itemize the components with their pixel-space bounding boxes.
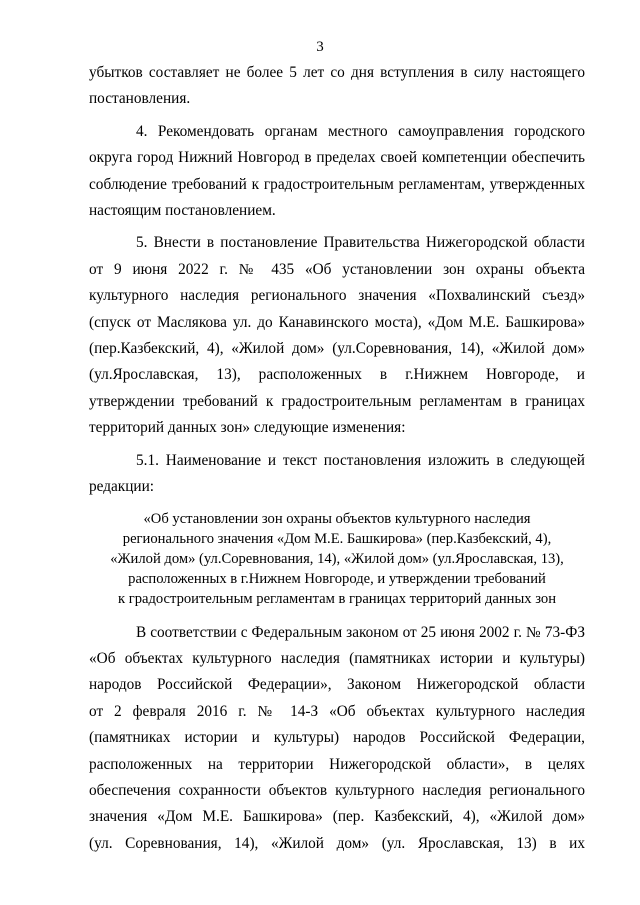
text-line: настоящим постановлением. (89, 202, 276, 220)
text-line: обеспечения сохранности объектов культурного наследия регионального (89, 781, 585, 799)
text-line: округа город Нижний Новгород в пределах своей компетенции обеспечить (89, 149, 585, 167)
text-line: значения «Дом М.Е. Башкирова» (пер. Казбекский, 4), «Жилой дом» (89, 808, 585, 826)
paragraph-item-4 (89, 119, 585, 225)
text-line: от 2 февраля 2016 г. № 14-З «Об объектах культурного наследия (89, 702, 585, 720)
text-line: территорий данных зон» следующие изменения: (89, 419, 406, 437)
text-line: от 9 июня 2022 г. № 435 «Об установлении зон охраны объекта (89, 260, 585, 278)
paragraph-item-5 (89, 230, 585, 441)
title-line: «Об установлении зон охраны объектов культурного наследия (143, 510, 531, 527)
text-line: «Об объектах культурного наследия (памятниках истории и культуры) (89, 649, 585, 667)
text-line: В соответствии с Федеральным законом от 25 июня 2002 г. № 73-ФЗ (136, 623, 585, 641)
text-line: народов Российской Федерации», Законом Нижегородской области (89, 676, 585, 694)
paragraph-continuation (89, 60, 585, 113)
title-line: регионального значения «Дом М.Е. Башкирова» (пер.Казбекский, 4), (122, 530, 552, 547)
amended-title (89, 509, 585, 610)
text-line: редакции: (89, 478, 155, 496)
text-line: (памятниках истории и культуры) народов Российской Федерации, (89, 729, 585, 747)
text-line: (ул. Соревнования, 14), «Жилой дом» (ул. Ярославская, 13) в их (89, 834, 585, 852)
title-line: к градостроительным регламентам в границах территорий данных зон (117, 591, 557, 608)
document-body (89, 60, 585, 857)
text-line: 5.1. Наименование и текст постановления изложить в следующей (136, 451, 585, 469)
text-line: (спуск от Маслякова ул. до Канавинского моста), «Дом М.Е. Башкирова» (89, 313, 585, 331)
title-line: расположенных в г.Нижнем Новгороде, и утверждении требований (128, 571, 546, 588)
paragraph-item-5-1 (89, 448, 585, 501)
text-line: (ул.Ярославская, 13), расположенных в г.Нижнем Новгороде, и (89, 366, 585, 384)
text-line: 5. Внести в постановление Правительства Нижегородской области (136, 234, 585, 252)
page-number: 3 (316, 39, 324, 55)
text-line: утверждении требований к градостроительным регламентам в границах (89, 392, 585, 410)
text-line: 4. Рекомендовать органам местного самоуправления городского (136, 122, 585, 140)
text-line: (пер.Казбекский, 4), «Жилой дом» (ул.Соревнования, 14), «Жилой дом» (89, 340, 585, 358)
text-line: соблюдение требований к градостроительным регламентам, утвержденных (89, 175, 585, 193)
text-line: постановления. (89, 90, 191, 108)
text-line: культурного наследия регионального значения «Похвалинский съезд» (89, 287, 585, 305)
text-line: расположенных на территории Нижегородской области», в целях (89, 755, 585, 773)
paragraph-federal-law (89, 620, 585, 858)
title-line: «Жилой дом» (ул.Соревнования, 14), «Жилой дом» (ул.Ярославская, 13), (110, 550, 564, 567)
text-line: убытков составляет не более 5 лет со дня вступления в силу настоящего (89, 64, 585, 81)
